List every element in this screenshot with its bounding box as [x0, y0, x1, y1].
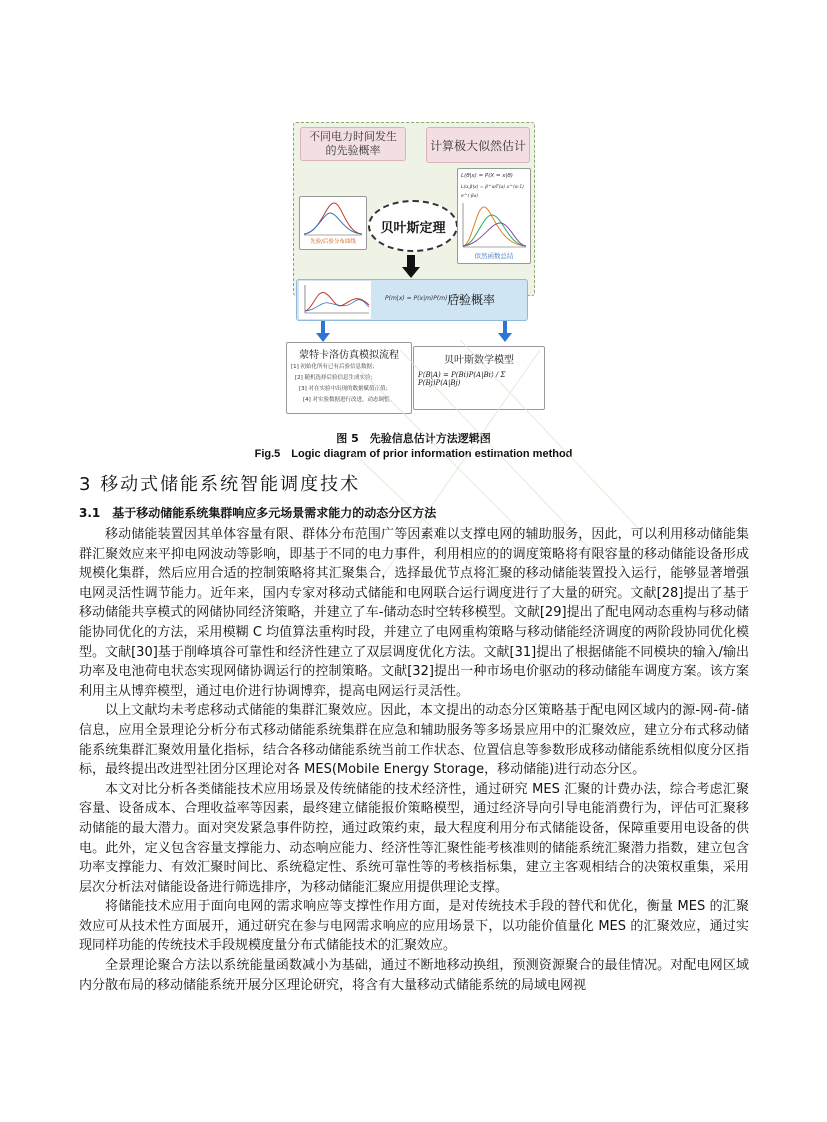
posterior-box [296, 279, 528, 321]
section-title: 3 移动式储能系统智能调度技术 [79, 474, 361, 495]
bayes-theorem-node [368, 200, 458, 252]
likelihood-formula-2: L(α,β|x) = β^α/Γ(α) x^(α-1) e^(-βx) [461, 185, 525, 199]
monte-carlo-step: [1] 初始化所有已有后验信息数据； [291, 364, 378, 370]
down-arrow-icon [402, 255, 420, 279]
figure-caption-cn: 图 5 先验信息估计方法逻辑图 [336, 432, 491, 445]
likelihood-thumbnail [457, 168, 531, 264]
subsection-title: 3.1 基于移动储能系统集群响应多元场景需求能力的动态分区方法 [79, 506, 437, 520]
bayes-model-title: 贝叶斯数学模型 [444, 355, 514, 366]
prior-probability-box [300, 127, 406, 161]
posterior-formula: P(m|x) = P(x|m)P(m) / P(x) [385, 295, 466, 302]
blue-arrow-left-icon [316, 321, 330, 343]
likelihood-caption: 似然函数总结 [474, 252, 514, 260]
paragraph: 移动储能装置因其单体容量有限、群体分布范围广等因素难以支撑电网的辅助服务，因此，可以利用移动储能集群汇聚效应来平抑电网波动等影响，即基于不同的电力事件，利用相应的的调度策略将有限容量的移动储能设备形成规模化集群，然后应用合适的控制策略将其汇聚集合，选择最优节点将汇聚的移动储能装置投入运行，能够显著增强电网灵活性调节能力。近年来，国内专家对移动式储能和电网联合运行调度进行了大量的研究。文献[28]提出了基于移动储能共享模式的网储协同经济策略，并建立了车-储动态时空转移模型。文献[29]提出了配电网动态重构与移动储能协同优化的方法，采用模糊 C 均值算法重构时段，并建立了电网重构策略与移动储能经济调度的两阶段协同优化模型。文献[30]基于削峰填谷可靠性和经济性建立了双层调度优化方法。文献[31]提出了根据储能不同模块的输入/输出功率及电池荷电状态实现网储协调运行的控制策略。文献[32]提出一种市场电价驱动的移动储能车调度方案。该方案利用主从博弈模型，通过电价进行协调博弈，提高电网运行灵活性。 [79, 527, 749, 699]
prior-posterior-caption: 先验/后验分布曲线 [310, 239, 356, 245]
posterior-label: 后验概率 [447, 293, 496, 307]
paragraph: 本文对比分析各类储能技术应用场景及传统储能的技术经济性，通过研究 MES 汇聚的计费办法，综合考虑汇聚容量、设备成本、合理收益率等因素，最终建立储能报价策略模型，通过经济导向引导电能消费行为，评估可汇聚移动储能的最大潜力。面对突发紧急事件防控，通过政策约束，最大程度利用分布式储能设备，保障重要用电设备的供电。此外，定义包含容量支撑能力、动态响应能力、经济性等汇聚性能考核准则的储能系统汇聚潜力指数，建立包含功率支撑能力、有效汇聚时间比、系统稳定性、系统可靠性等的考核指标集，建立主客观相结合的决策权重集，采用层次分析法对储能设备进行筛选排序，为移动储能汇聚应用提供理论支撑。 [79, 781, 749, 895]
monte-carlo-step: [4] 对实验数据进行改进，动态调整。 [303, 397, 396, 403]
mle-label: 计算极大似然估计 [429, 138, 526, 153]
prior-posterior-thumbnail [299, 196, 367, 250]
monte-carlo-title: 蒙特卡洛仿真模拟流程 [299, 350, 399, 361]
bayes-model-formula: P(B|A) = P(Bi)P(A|Bi) / Σ P(Bj)P(A|Bj) [418, 371, 506, 387]
monte-carlo-step: [3] 对在实验中出现的数据赋值正值； [299, 386, 392, 392]
paragraph: 以上文献均未考虑移动式储能的集群汇聚效应。因此，本文提出的动态分区策略基于配电网区域内的源-网-荷-储信息，应用全景理论分析分布式移动储能系统集群在应急和辅助服务等多场景应用中的汇聚效应，建立分布式移动储能系统集群汇聚效用量化指标，结合各移动储能系统当前工作状态、位置信息等参数形成移动储能系统相似度分区指标，最终提出改进型社团分区理论对各 MES(Mobile Energy Storage，移动储能)进行动态分区。 [79, 703, 749, 778]
paragraph: 全景理论聚合方法以系统能量函数减小为基础，通过不断地移动换组，预测资源聚合的最佳情况。对配电网区域内分散布局的移动储能系统开展分区理论研究，将含有大量移动式储能系统的局域电网视 [79, 958, 749, 993]
posterior-curve-chart [299, 281, 371, 319]
prior-posterior-curves [300, 197, 366, 241]
figure-caption-en: Fig.5 Logic diagram of prior information estimation method [254, 448, 573, 460]
prior-probability-label: 不同电力时间发生的先验概率 [309, 130, 397, 157]
paragraph: 将储能技术应用于面向电网的需求响应等支撑性作用方面，是对传统技术手段的替代和优化，衡量 MES 的汇聚效应可从技术性方面展开，通过研究在参与电网需求响应的应用场景下，以功能价值量化 MES 的汇聚效应，通过实现同样功能的传统技术手段规模度量分布式储能技术的汇聚效应。 [79, 899, 749, 954]
mle-box [426, 127, 530, 163]
likelihood-formula-1: L(θ|x) = P(X = x|θ) [461, 173, 513, 179]
bayes-theorem-label: 贝叶斯定理 [380, 220, 446, 236]
likelihood-curves [458, 195, 530, 255]
body-text [79, 525, 749, 995]
monte-carlo-step: [2] 随机选择后验信息生成实验； [295, 375, 377, 381]
